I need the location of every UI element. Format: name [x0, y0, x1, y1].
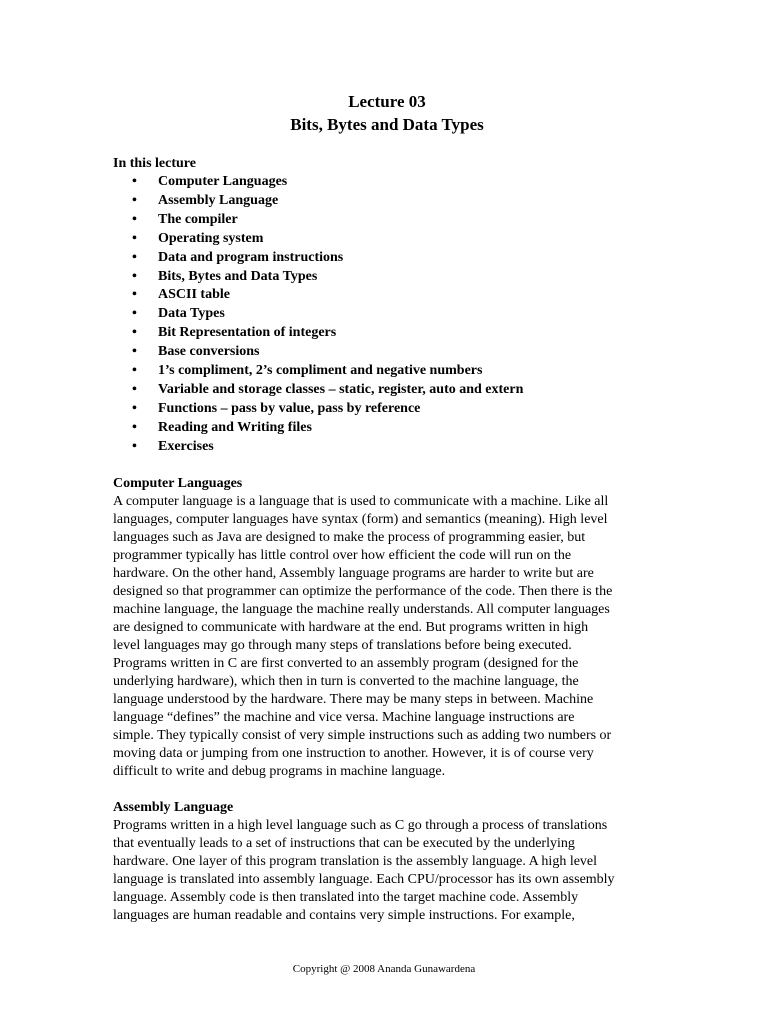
paragraph-line: languages are human readable and contains very simple instructions. For example, [113, 907, 575, 923]
paragraph-line: that eventually leads to a set of instructions that can be executed by the underlying [113, 835, 575, 851]
topic-item: • Reading and Writing files [132, 419, 661, 438]
topic-item: • Functions – pass by value, pass by reference [132, 400, 661, 419]
paragraph-line: simple. They typically consist of very simple instructions such as adding two numbers or [113, 727, 612, 743]
intro-label: In this lecture [113, 156, 196, 171]
topic-item: • Computer Languages [132, 173, 661, 192]
title-line-1: Lecture 03 [348, 92, 426, 111]
section-heading-assembly-language: Assembly Language [113, 799, 234, 815]
paragraph-line: hardware. On the other hand, Assembly language programs are harder to write but are [113, 565, 594, 581]
title-line-2: Bits, Bytes and Data Types [290, 115, 484, 134]
section-heading-computer-languages: Computer Languages [113, 475, 243, 491]
paragraph-line: Programs written in a high level language such as C go through a process of translations [113, 817, 608, 833]
topic-item: • Base conversions [132, 343, 661, 362]
topic-item: • Bits, Bytes and Data Types [132, 268, 661, 287]
paragraph-line: languages, computer languages have syntax (form) and semantics (meaning). High level [113, 511, 608, 527]
paragraph-line: level languages may go through many steps of translations before being executed. [113, 637, 572, 653]
paragraph-line: designed so that programmer can optimize the performance of the code. Then there is the [113, 583, 613, 599]
paragraph-line: underlying hardware), which then in turn is converted to the machine language, the [113, 673, 579, 689]
paragraph-line: are designed to communicate with hardware at the end. But programs written in high [113, 619, 589, 635]
topic-item: • The compiler [132, 211, 661, 230]
topic-item: • Assembly Language [132, 192, 661, 211]
paragraph-line: language understood by the hardware. There may be many steps in between. Machine [113, 691, 594, 707]
topic-item: • Bit Representation of integers [132, 324, 661, 343]
paragraph-line: languages such as Java are designed to make the process of programming easier, but [113, 529, 586, 545]
topic-item: • 1’s compliment, 2’s compliment and negative numbers [132, 362, 661, 381]
topic-list [113, 173, 661, 457]
section-body-computer-languages [113, 493, 661, 781]
topic-item: • Data and program instructions [132, 249, 661, 268]
paragraph-line: hardware. One layer of this program translation is the assembly language. A high level [113, 853, 598, 869]
topic-item: • Operating system [132, 230, 661, 249]
document-page [113, 90, 661, 925]
topic-item: • Variable and storage classes – static, register, auto and extern [132, 381, 661, 400]
section-body-assembly-language [113, 817, 661, 925]
paragraph-line: moving data or jumping from one instruction to another. However, it is of course very [113, 745, 594, 761]
copyright-footer: Copyright @ 2008 Ananda Gunawardena [292, 963, 476, 975]
document-title [113, 90, 661, 136]
topic-item: • ASCII table [132, 286, 661, 305]
paragraph-line: language is translated into assembly language. Each CPU/processor has its own assembly [113, 871, 615, 887]
paragraph-line: language “defines” the machine and vice versa. Machine language instructions are [113, 709, 575, 725]
paragraph-line: difficult to write and debug programs in machine language. [113, 763, 446, 779]
paragraph-line: machine language, the language the machine really understands. All computer languages [113, 601, 610, 617]
topic-item: • Exercises [132, 438, 661, 457]
paragraph-line: programmer typically has little control over how efficient the code will run on the [113, 547, 572, 563]
paragraph-line: language. Assembly code is then translated into the target machine code. Assembly [113, 889, 579, 905]
paragraph-line: Programs written in C are first converted to an assembly program (designed for the [113, 655, 579, 671]
topic-item: • Data Types [132, 305, 661, 324]
paragraph-line: A computer language is a language that is used to communicate with a machine. Like all [113, 493, 609, 509]
